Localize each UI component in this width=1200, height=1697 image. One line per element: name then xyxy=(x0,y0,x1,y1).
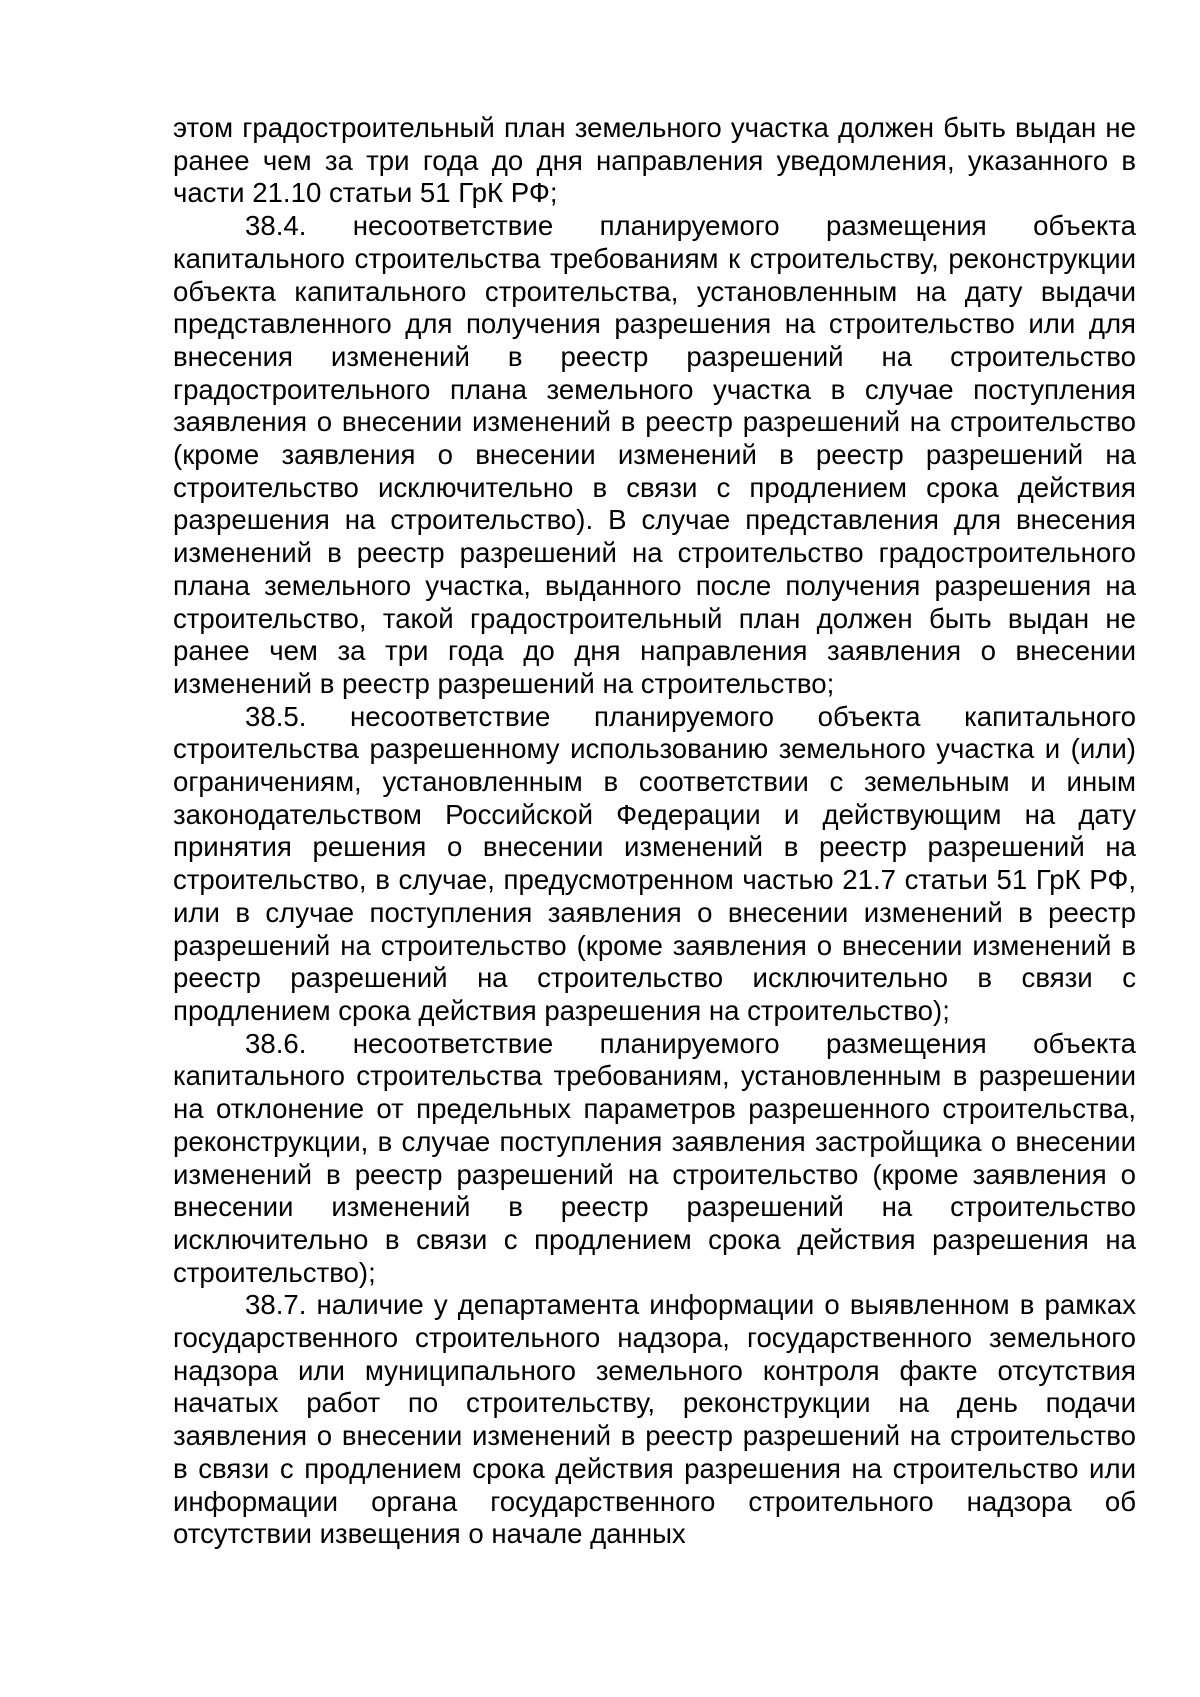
paragraph-38-7 xyxy=(173,1289,1136,1551)
paragraph-continuation xyxy=(173,112,1136,210)
paragraph-text: наличие у департамента информации о выявленном в рамках государственного строительного надзора, государственного земельного надзора или муниципального земельного контроля факте отсутствия начатых работ по строительству, реконструкции на день подачи заявления о внесении изменений в реестр разрешений на строительство в связи с продлением срока действия разрешения на строительство или информации органа государственного строительного надзора об отсутствии извещения о начале данных xyxy=(173,1289,1136,1550)
paragraph-text: несоответствие планируемого размещения объекта капитального строительства требованиям, установленным в разрешении на отклонение от предельных параметров разрешенного строительства, реконструкции, в случае поступления заявления застройщика о внесении изменений в реестр разрешений на строительство (кроме заявления о внесении изменений в реестр разрешений на строительство исключительно в связи с продлением срока действия разрешения на строительство); xyxy=(173,1027,1137,1288)
paragraph-38-4 xyxy=(173,210,1136,701)
paragraph-number: 38.6. xyxy=(245,1027,307,1059)
paragraph-number: 38.4. xyxy=(245,210,307,242)
paragraph-number: 38.7. xyxy=(245,1289,307,1321)
paragraph-38-6 xyxy=(173,1028,1136,1290)
paragraph-38-5 xyxy=(173,701,1136,1028)
document-page xyxy=(173,112,1136,1551)
paragraph-text: этом градостроительный план земельного участка должен быть выдан не ранее чем за три года до дня направления уведомления, указанного в части 21.10 статьи 51 ГрК РФ; xyxy=(173,112,1136,209)
paragraph-text: несоответствие планируемого объекта капитального строительства разрешенному использованию земельного участка и (или) ограничениям, установленным в соответствии с земельным и иным законодательством Российской Федерации и действующим на дату принятия решения о внесении изменений в реестр разрешений на строительство, в случае, предусмотренном частью 21.7 статьи 51 ГрК РФ, или в случае поступления заявления о внесении изменений в реестр разрешений на строительство (кроме заявления о внесении изменений в реестр разрешений на строительство исключительно в связи с продлением срока действия разрешения на строительство); xyxy=(173,700,1137,1026)
paragraph-number: 38.5. xyxy=(245,700,307,732)
paragraph-text: несоответствие планируемого размещения объекта капитального строительства требованиям к строительству, реконструкции объекта капитального строительства, установленным на дату выдачи представленного для получения разрешения на строительство или для внесения изменений в реестр разрешений на строительство градостроительного плана земельного участка в случае поступления заявления о внесении изменений в реестр разрешений на строительство (кроме заявления о внесении изменений в реестр разрешений на строительство исключительно в связи с продлением срока действия разрешения на строительство). В случае представления для внесения изменений в реестр разрешений на строительство градостроительного плана земельного участка, выданного после получения разрешения на строительство, такой градостроительный план должен быть выдан не ранее чем за три года до дня направления заявления о внесении изменений в реестр разрешений на строительство; xyxy=(173,210,1137,699)
